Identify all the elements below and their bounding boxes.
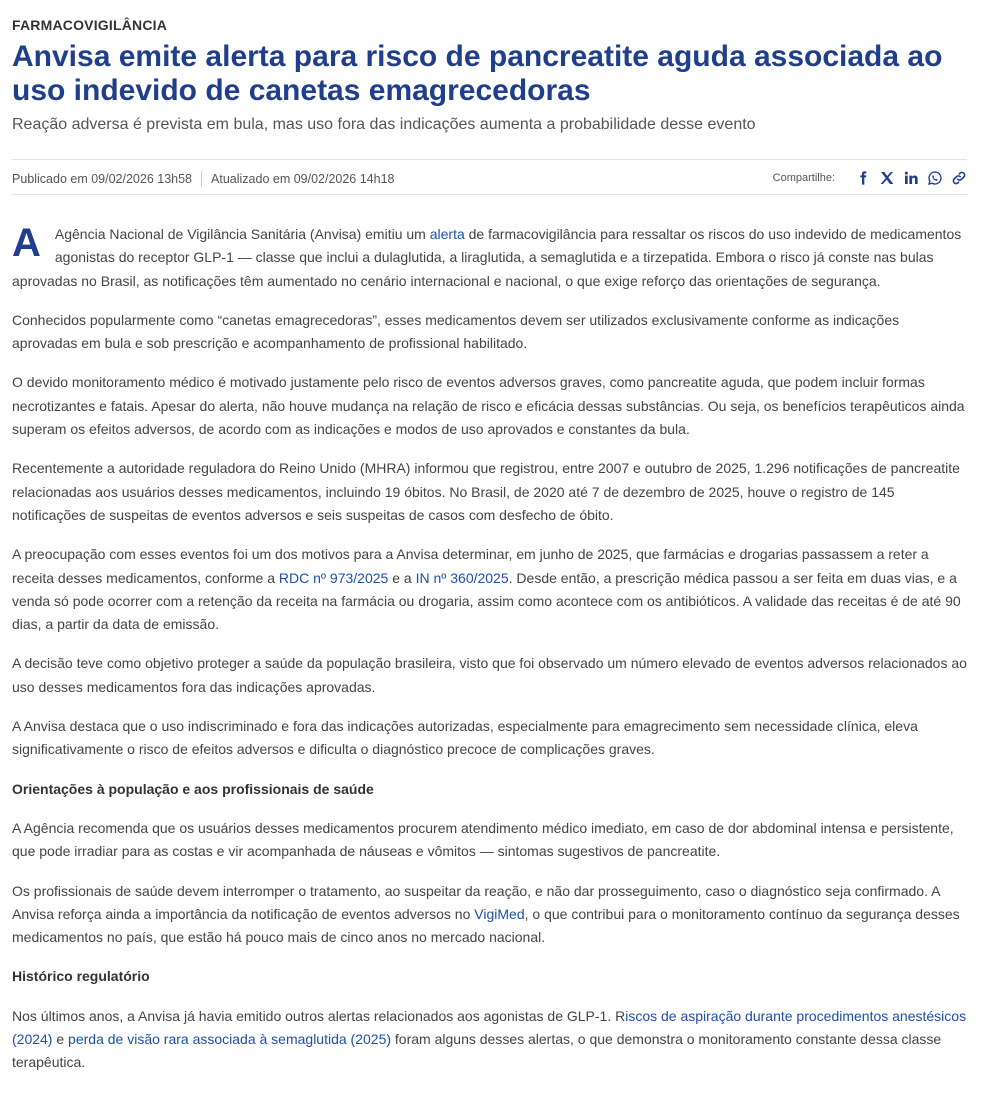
- article-paragraph: Os profissionais de saúde devem interromper o tratamento, ao suspeitar da reação, e não dar prosseguimento, caso o diagnóstico seja confirmado. A Anvisa reforça ainda a importância da notificação de eventos adversos no VigiMed, o que contribui para o monitoramento contínuo da segurança desses medicamentos no país, que estão há pouco mais de cinco anos no mercado nacional.: [12, 882, 960, 946]
- vigimed-link[interactable]: VigiMed: [474, 905, 525, 922]
- meta-bar: [12, 159, 967, 195]
- article-paragraph: Recentemente a autoridade reguladora do Reino Unido (MHRA) informou que registrou, entre 2007 e outubro de 2025, 1.296 notificações de pancreatite relacionadas aos usuários desses medicamentos, incluindo 19 óbitos. No Brasil, de 2020 até 7 de dezembro de 2025, houve o registro de 145 notificações de suspeitas de eventos adversos e seis suspeitas de casos com desfecho de óbito.: [12, 460, 960, 523]
- alerta-link[interactable]: alerta: [429, 226, 465, 242]
- meta-divider: [201, 171, 202, 187]
- article-paragraph: A decisão teve como objetivo proteger a saúde da população brasileira, visto que foi observado um número elevado de eventos adversos relacionados ao uso desses medicamentos fora das indicações aprovadas.: [12, 655, 967, 695]
- in-360-link[interactable]: IN nº 360/2025: [415, 569, 509, 586]
- page-subtitle: Reação adversa é prevista em bula, mas uso fora das indicações aumenta a probabilidade desse evento: [12, 116, 756, 133]
- published-date: Publicado em 09/02/2026 13h58: [12, 172, 193, 186]
- page-title: Anvisa emite alerta para risco de pancreatite aguda associada ao uso indevido de canetas emagrecedoras: [12, 40, 943, 107]
- article-body: [12, 223, 967, 1091]
- linkedin-icon[interactable]: [902, 169, 919, 186]
- facebook-icon[interactable]: [854, 169, 871, 186]
- article-paragraph: Nos últimos anos, a Anvisa já havia emitido outros alertas relacionados aos agonistas de GLP-1. Riscos de aspiração durante procedimentos anestésicos (2024) e perda de visão rara associada à semaglutida (2025) foram alguns desses alertas, o que demonstra o monitoramento constante dessa classe terapêutica.: [12, 1007, 967, 1071]
- section-kicker: FARMACOVIGILÂNCIA: [12, 17, 168, 33]
- article-paragraph: Conhecidos popularmente como “canetas emagrecedoras”, esses medicamentos devem ser utilizados exclusivamente conforme as indicações aprovadas em bula e sob prescrição e acompanhamento de profissional habilitado.: [12, 311, 900, 352]
- whatsapp-icon[interactable]: [926, 169, 943, 186]
- article-paragraph: A Agência Nacional de Vigilância Sanitária (Anvisa) emitiu um alerta de farmacovigilância para ressaltar os riscos do uso indevido de medicamentos agonistas do receptor GLP-1 — classe que inclui a dulaglutida, a liraglutida, a semaglutida e a tirzepatida. Embora o risco já conste nas bulas aprovadas no Brasil, as notificações têm aumentado no cenário internacional e nacional, o que exige reforço das orientações de segurança.: [12, 221, 962, 289]
- article-paragraph: A Anvisa destaca que o uso indiscriminado e fora das indicações autorizadas, especialmente para emagrecimento sem necessidade clínica, eleva significativamente o risco de efeitos adversos e dificulta o diagnóstico precoce de complicações graves.: [12, 718, 918, 758]
- article-paragraph: O devido monitoramento médico é motivado justamente pelo risco de eventos adversos graves, como pancreatite aguda, que podem incluir formas necrotizantes e fatais. Apesar do alerta, não houve mudança na relação de risco e eficácia dessas substâncias. Ou seja, os benefícios terapêuticos ainda superam os efeitos adversos, de acordo com as indicações e modos de uso aprovados e constantes da bula.: [12, 374, 965, 438]
- share-label: Compartilhe:: [772, 171, 835, 184]
- x-icon[interactable]: [878, 169, 895, 186]
- publication-info: [12, 171, 395, 187]
- section-heading-orientacoes: Orientações à população e aos profissionais de saúde: [12, 780, 374, 797]
- link-icon[interactable]: [950, 169, 967, 186]
- updated-date: Atualizado em 09/02/2026 14h18: [211, 172, 395, 186]
- article-paragraph: A Agência recomenda que os usuários desses medicamentos procurem atendimento médico imediato, em caso de dor abdominal intensa e persistente, que pode irradiar para as costas e vir acompanhada de náuseas e vômitos — sintomas sugestivos de pancreatite.: [12, 819, 954, 860]
- drop-cap: A: [12, 221, 41, 265]
- perda-visao-alert-link[interactable]: perda de visão rara associada à semaglutida (2025): [68, 1031, 392, 1048]
- article-paragraph: A preocupação com esses eventos foi um dos motivos para a Anvisa determinar, em junho de 2025, que farmácias e drogarias passassem a reter a receita desses medicamentos, conforme a RDC nº 973/2025 e a IN nº 360/2025. Desde então, a prescrição médica passou a ser feita em duas vias, e a venda só pode ocorrer com a retenção da receita na farmácia ou drogaria, assim como acontece com os antibióticos. A validade das receitas é de até 90 dias, a partir da data de emissão.: [12, 546, 961, 633]
- rdc-973-link[interactable]: RDC nº 973/2025: [278, 569, 389, 586]
- aspiracao-alert-link[interactable]: iscos de aspiração durante procedimentos anestésicos (2024): [12, 1007, 967, 1048]
- share-bar: [773, 169, 967, 186]
- section-heading-historico: Histórico regulatório: [12, 968, 150, 985]
